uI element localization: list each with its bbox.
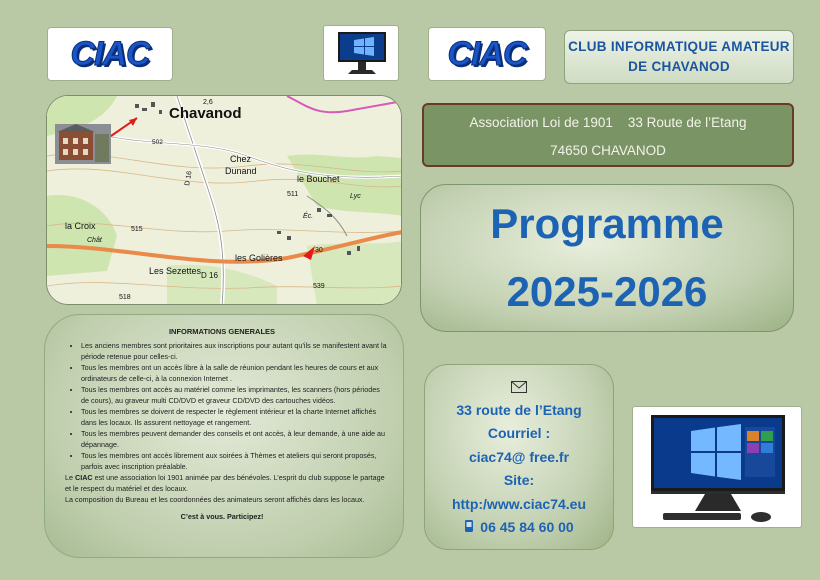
association-line1: Association Loi de 1901 33 Route de l’Etang [469,115,747,130]
map-label-la-croix: la Croix [65,221,96,231]
map-label-alt-502: 502 [152,139,163,146]
map-label-alt-30: 30 [315,247,323,254]
ciac-logo-text: CIAC [447,34,527,73]
info-paragraph-1 [65,472,389,494]
map-label-alt-511: 511 [287,191,299,198]
club-title-line2: DE CHAVANOD [628,59,730,74]
list-item: • Tous les membres ont accès librement aux soirées à Thèmes et ateliers qui seront proposés, parfois avec inscription préalable. [81,450,389,472]
contact-box [424,364,614,550]
programme-title: Programme [490,200,724,247]
programme-box [420,184,794,332]
info-closing: C’est à vous. Participez! [180,512,264,521]
map-label-d16b: D 16 [201,271,218,280]
list-item: • Tous les membres ont accès au matériel comme les imprimantes, les scanners (hors périodes de cours), au graveur multi CD/DVD et graveur CD/DVD des cartouches vidéos. [81,384,389,406]
phone-icon [464,517,474,541]
ciac-logo-right [428,27,546,81]
programme-years: 2025-2026 [506,268,708,315]
map-label-alt-515: 515 [131,226,143,233]
map-label-le-bouchet: le Bouchet [297,174,340,184]
contact-email-label: Courriel : [487,425,551,441]
map-label-d16: D 16 [184,170,194,187]
list-item: • Tous les membres peuvent demander des conseils et ont accès, à leur demande, à une aide au dépannage. [81,428,389,450]
list-item: • Les anciens membres sont prioritaires aux inscriptions pour autant qu’ils se manifestent avant la période retenue pour celles-ci. [81,340,389,362]
map-label-ec: Éc. [303,213,314,220]
contact-address: 33 route de l’Etang [456,401,582,418]
location-map [46,95,402,305]
ciac-logo-text: CIAC [70,34,150,73]
info-paragraph-prefix: Le [65,473,75,482]
map-label-les-sezettes: Les Sezettes [149,266,202,276]
club-title-line1: CLUB INFORMATIQUE AMATEUR [568,39,790,54]
computer-image-large [632,406,802,528]
envelope-icon [425,375,613,399]
info-paragraph-rest: est une association loi 1901 animée par des bénévoles. L’esprit du club suppose le partage et le respect du matériel et des locaux. [65,473,385,493]
info-paragraph-2: La composition du Bureau et les coordonnées des animateurs seront affichés dans les locaux. [65,495,365,504]
association-line2: 74650 CHAVANOD [550,143,666,158]
contact-phone[interactable]: 06 45 84 60 00 [480,519,574,535]
info-title: INFORMATIONS GENERALES [168,327,276,336]
contact-phone-row [425,516,613,540]
computer-image-small [323,25,399,81]
map-label-lyc: Lyc [350,193,361,200]
map-label-alt-518: 518 [119,294,131,301]
map-label-alt-26: 2,6 [203,99,213,106]
association-box [422,103,794,167]
contact-email[interactable]: ciac74@ free.fr [468,448,570,465]
map-label-alt-539: 539 [313,283,325,290]
info-list [55,340,389,472]
contact-site[interactable]: http:/www.ciac74.eu [451,495,587,512]
info-paragraph-ciac: CIAC [75,473,93,482]
list-item: • Tous les membres ont un accès libre à la salle de réunion pendant les heures de cours et aux ordinateurs de celle-ci, à la connexion Internet . [81,362,389,384]
map-label-chat: Chât [87,237,102,244]
map-label-chez: Chez [230,154,252,164]
contact-site-label: Site: [503,472,535,488]
map-label-dunand: Dunand [225,166,257,176]
map-label-town: Chavanod [169,105,242,122]
list-item: • Tous les membres se doivent de respecter le règlement intérieur et la charte Internet affichés dans les locaux. Ils assurent nettoyage et rangement. [81,406,389,428]
club-title [564,30,794,84]
ciac-logo-left [47,27,173,81]
map-label-les-golieres: les Golières [235,253,283,263]
general-info-panel [44,314,404,558]
